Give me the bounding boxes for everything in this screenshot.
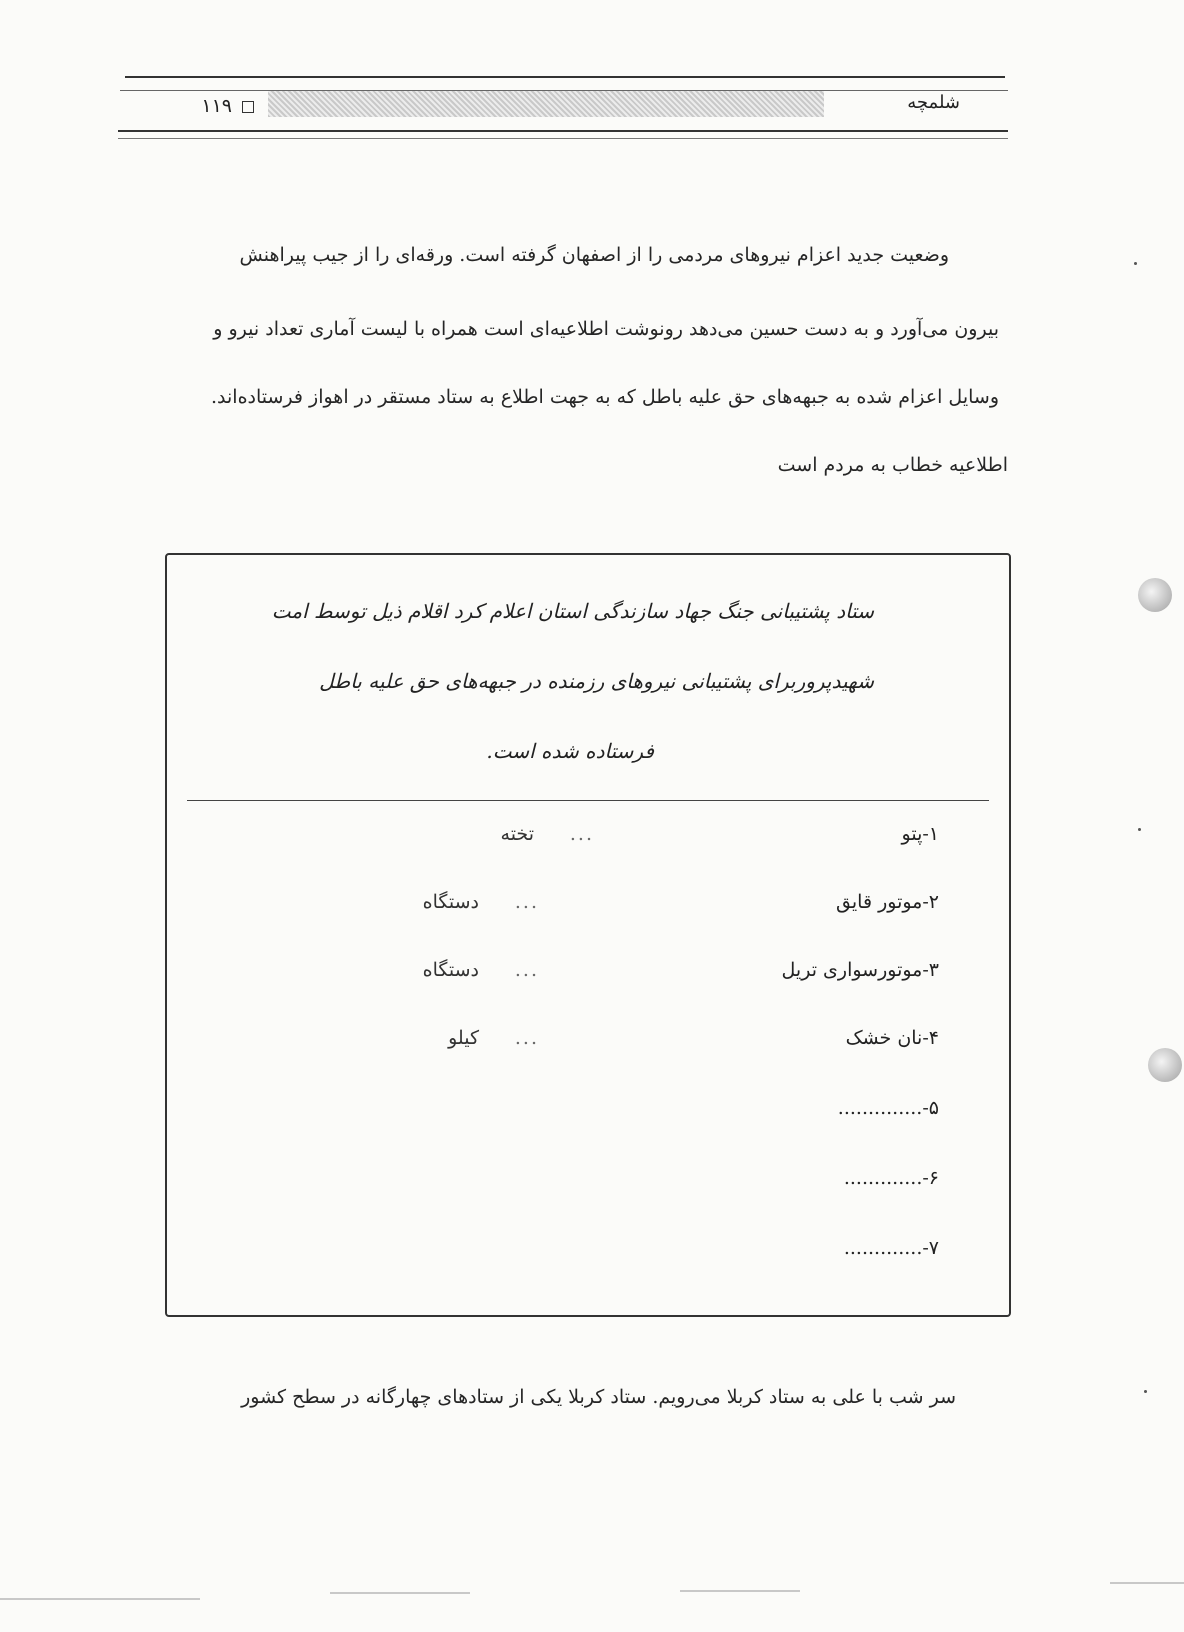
list-item: [239, 1167, 939, 1203]
notice-heading-line: ستاد پشتیبانی جنگ جهاد سازندگی استان اعلام کرد اقلام ذیل توسط امت: [271, 599, 874, 623]
paragraph-line: بیرون می‌آورد و به دست حسین می‌دهد رونوشت اطلاعیه‌ای است همراه با لیست آماری تعداد نیرو و: [213, 318, 999, 340]
notice-heading-line: فرستاده شده است.: [486, 739, 654, 763]
list-item: [239, 959, 939, 995]
header-rule-bottom-thin: [118, 138, 1008, 139]
binder-hole-icon: [1138, 578, 1172, 612]
running-title: شلمچه: [907, 92, 960, 113]
item-dots: ...: [569, 823, 594, 845]
list-item: [239, 1097, 939, 1133]
scan-smudge: [680, 1590, 800, 1592]
scan-smudge: [330, 1592, 470, 1594]
header-pattern-band: [268, 91, 824, 117]
binder-hole-icon: [1148, 1048, 1182, 1082]
scan-smudge: [0, 1598, 200, 1600]
item-dots: ...: [514, 1027, 539, 1049]
item-label: ۲-موتور قایق: [836, 891, 939, 913]
item-dots: ...: [514, 891, 539, 913]
item-unit: دستگاه: [422, 891, 479, 913]
scan-speck: [1138, 828, 1141, 831]
item-label: ۵-..............: [837, 1097, 939, 1119]
page-number: ۱۱۹: [201, 95, 232, 117]
scan-speck: [1144, 1390, 1147, 1393]
header-rule-bottom: [118, 130, 1008, 132]
list-item: [239, 1237, 939, 1273]
paragraph-line: اطلاعیه خطاب به مردم است: [777, 454, 1008, 476]
paragraph-line: وضعیت جدید اعزام نیروهای مردمی را از اصفهان گرفته است. ورقه‌ای را از جیب پیراهنش: [239, 244, 949, 266]
item-unit: تخته: [500, 823, 534, 845]
item-unit: کیلو: [448, 1027, 479, 1049]
item-label: ۴-نان خشک: [845, 1027, 939, 1049]
list-item: [239, 823, 939, 859]
scan-smudge: [1110, 1582, 1184, 1584]
notice-box: [165, 553, 1011, 1317]
header-rule-top: [125, 76, 1005, 78]
paragraph-line: سر شب با علی به ستاد کربلا می‌رویم. ستاد کربلا یکی از ستادهای چهارگانه در سطح کشور: [241, 1386, 956, 1408]
notice-heading-line: شهیدپروربرای پشتیبانی نیروهای رزمنده در جبهه‌های حق علیه باطل: [319, 669, 874, 693]
square-ornament-icon: [242, 101, 254, 113]
list-item: [239, 1027, 939, 1063]
item-label: ۷-.............: [843, 1237, 939, 1259]
item-label: ۱-پتو: [901, 823, 939, 845]
notice-divider: [187, 800, 989, 801]
scan-speck: [1134, 262, 1137, 265]
item-unit: دستگاه: [422, 959, 479, 981]
list-item: [239, 891, 939, 927]
item-label: ۳-موتورسواری تریل: [781, 959, 939, 981]
item-dots: ...: [514, 959, 539, 981]
paragraph-line: وسایل اعزام شده به جبهه‌های حق علیه باطل که به جهت اطلاع به ستاد مستقر در اهواز فرستاده‌اند.: [210, 386, 999, 408]
item-label: ۶-.............: [843, 1167, 939, 1189]
